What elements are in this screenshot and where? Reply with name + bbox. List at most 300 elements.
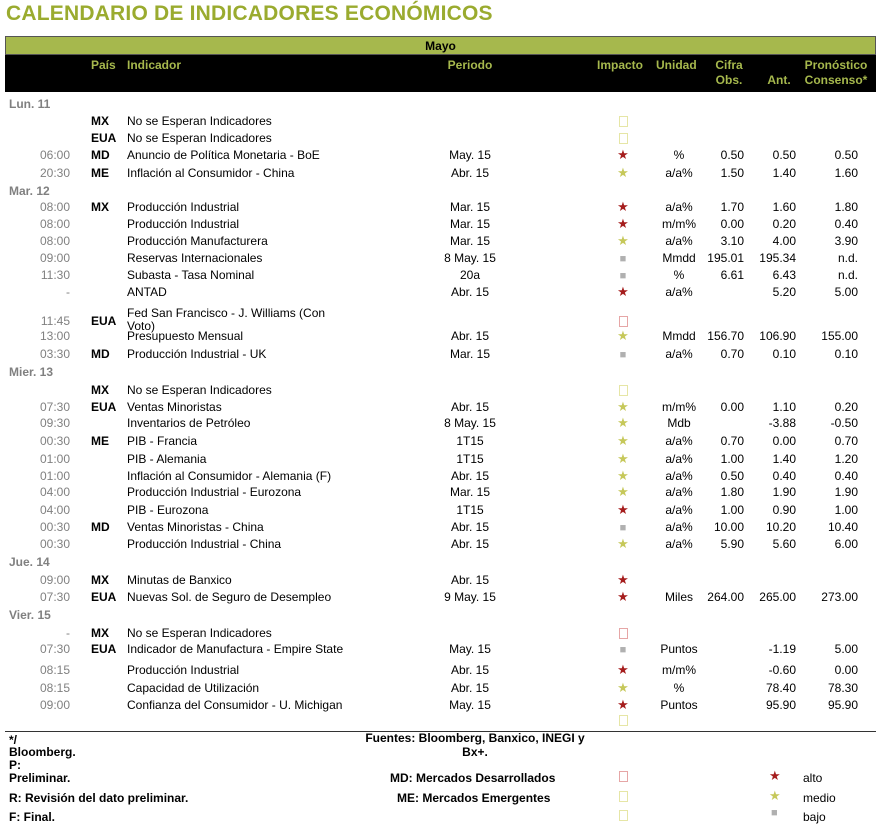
legend-bajo: bajo — [803, 810, 826, 824]
observed-cell: 264.00 — [707, 590, 744, 604]
indicator-cell — [127, 641, 343, 657]
country-cell: EUA — [91, 590, 117, 604]
indicator-name: Producción Industrial — [127, 217, 240, 231]
previous-cell: 106.90 — [759, 329, 796, 343]
unit-cell: Miles — [664, 590, 693, 604]
forecast-cell: -0.50 — [830, 416, 858, 430]
time-cell: 04:00 — [39, 503, 70, 517]
observed-cell: 1.80 — [720, 485, 744, 499]
table-row — [0, 147, 879, 163]
previous-cell: 0.90 — [772, 503, 796, 517]
col-pais: País — [91, 58, 116, 72]
previous-cell: 0.20 — [772, 217, 796, 231]
col-impacto: Impacto — [597, 58, 644, 72]
table-row — [0, 697, 879, 713]
unit-cell: a/a% — [665, 452, 693, 466]
forecast-cell: 3.90 — [834, 234, 858, 248]
table-row — [0, 589, 879, 605]
time-cell: 09:00 — [39, 573, 70, 587]
indicator-name: Inflación al Consumidor - Alemania (F) — [127, 469, 332, 483]
indicator-name: No se Esperan Indicadores — [127, 383, 272, 397]
indicator-cell — [127, 328, 243, 344]
table-row — [0, 415, 879, 431]
page-title: CALENDARIO DE INDICADORES ECONÓMICOS — [6, 2, 493, 25]
star-red-icon: ★ — [617, 147, 629, 162]
observed-cell: 3.10 — [720, 234, 744, 248]
period-cell: Mar. 15 — [449, 347, 491, 361]
indicator-name: Minutas de Banxico — [127, 573, 232, 587]
observed-cell: 1.50 — [720, 166, 744, 180]
indicator-cell — [127, 625, 272, 641]
period-cell: Abr. 15 — [450, 681, 490, 695]
country-cell: EUA — [91, 314, 117, 328]
time-cell: 08:15 — [39, 681, 70, 695]
indicator-name: Anuncio de Política Monetaria - BoE — [127, 148, 320, 162]
impact-cell — [612, 147, 634, 163]
indicator-name: No se Esperan Indicadores — [127, 114, 272, 128]
empty-box-icon — [619, 771, 628, 782]
indicator-name: Producción Industrial - China — [127, 537, 282, 551]
footer-md-legend: MD: Mercados Desarrollados — [390, 771, 556, 785]
time-cell: 11:30 — [40, 268, 70, 282]
time-cell: 01:00 — [39, 452, 70, 466]
legend-alto: alto — [803, 771, 823, 785]
observed-cell: 1.70 — [720, 200, 744, 214]
table-row — [0, 382, 879, 398]
unit-cell: a/a% — [665, 347, 693, 361]
indicator-name: Producción Industrial - UK — [127, 347, 267, 361]
impact-cell — [612, 216, 634, 232]
day-header — [0, 607, 879, 623]
footer-p-text: Preliminar. — [9, 771, 71, 785]
indicator-cell — [127, 680, 259, 696]
footer-me-legend: ME: Mercados Emergentes — [397, 791, 551, 805]
impact-cell — [612, 382, 634, 400]
forecast-cell: n.d. — [837, 251, 858, 265]
indicator-cell — [127, 250, 262, 266]
time-cell: 07:30 — [39, 400, 70, 414]
indicator-name: Ventas Minoristas — [127, 400, 222, 414]
period-cell: Abr. 15 — [450, 285, 490, 299]
country-cell: EUA — [91, 642, 117, 656]
period-cell: May. 15 — [449, 642, 491, 656]
footer-p-label: P: — [9, 758, 21, 772]
indicator-cell — [127, 165, 294, 181]
indicator-name: Ventas Minoristas - China — [127, 520, 264, 534]
time-cell: 11:45 — [40, 314, 70, 328]
country-cell: MX — [91, 114, 109, 128]
forecast-cell: 0.20 — [834, 400, 858, 414]
table-row — [0, 216, 879, 232]
time-cell: 20:30 — [39, 166, 70, 180]
indicator-cell — [127, 519, 264, 535]
unit-cell: a/a% — [665, 503, 693, 517]
table-row — [0, 451, 879, 467]
period-cell: Abr. 15 — [450, 663, 490, 677]
square-gray-icon: ■ — [619, 522, 627, 534]
observed-cell: 0.70 — [720, 347, 744, 361]
indicator-cell — [127, 536, 281, 552]
time-cell: - — [66, 285, 70, 299]
period-cell: 8 May. 15 — [444, 416, 496, 430]
star-yellow-icon: ★ — [617, 399, 629, 414]
unit-cell: a/a% — [665, 285, 693, 299]
indicator-name: Capacidad de Utilización — [127, 681, 260, 695]
table-row — [0, 502, 879, 518]
footer-fuentes-1: Fuentes: Bloomberg, Banxico, INEGI y — [365, 731, 585, 745]
day-label: Lun. 11 — [9, 97, 51, 111]
period-cell: Mar. 15 — [449, 485, 491, 499]
star-yellow-icon: ★ — [769, 788, 781, 803]
impact-cell — [612, 589, 634, 605]
day-label: Jue. 14 — [9, 555, 50, 569]
period-cell: 9 May. 15 — [444, 590, 496, 604]
period-cell: 1T15 — [456, 452, 484, 466]
empty-box-icon — [619, 316, 628, 327]
star-yellow-icon: ★ — [617, 233, 629, 248]
indicator-cell — [127, 484, 301, 500]
indicator-name: No se Esperan Indicadores — [127, 131, 272, 145]
star-yellow-icon: ★ — [617, 415, 629, 430]
empty-box-icon — [619, 791, 628, 802]
observed-cell: 0.50 — [720, 148, 744, 162]
observed-cell: 1.00 — [720, 503, 744, 517]
day-header — [0, 364, 879, 380]
indicator-name: Producción Industrial — [127, 200, 240, 214]
period-cell: Mar. 15 — [449, 234, 491, 248]
period-cell: Abr. 15 — [450, 469, 490, 483]
col-obs-label: Obs. — [715, 73, 743, 87]
table-row — [0, 233, 879, 249]
time-cell: 08:00 — [39, 234, 70, 248]
period-cell: May. 15 — [449, 698, 491, 712]
unit-cell: a/a% — [665, 469, 693, 483]
period-cell: 1T15 — [456, 434, 484, 448]
star-yellow-icon: ★ — [617, 468, 629, 483]
period-cell: Abr. 15 — [450, 166, 490, 180]
col-consenso-label: Consenso* — [804, 73, 868, 87]
impact-cell — [612, 233, 634, 249]
previous-cell: 0.10 — [772, 347, 796, 361]
forecast-cell: 6.00 — [834, 537, 858, 551]
unit-cell: a/a% — [665, 485, 693, 499]
observed-cell: 156.70 — [707, 329, 744, 343]
impact-cell — [612, 130, 634, 148]
previous-cell: 265.00 — [759, 590, 796, 604]
table-row — [0, 250, 879, 266]
table-row — [0, 433, 879, 449]
unit-cell: m/m% — [662, 217, 696, 231]
col-indicador: Indicador — [127, 58, 182, 72]
impact-cell — [612, 328, 634, 344]
star-yellow-icon: ★ — [617, 433, 629, 448]
impact-cell — [612, 697, 634, 713]
time-cell: 09:00 — [39, 698, 70, 712]
observed-cell: 0.50 — [720, 469, 744, 483]
unit-cell: Mmdd — [662, 329, 696, 343]
table-row — [0, 306, 879, 333]
time-cell: 04:00 — [39, 485, 70, 499]
period-cell: May. 15 — [449, 148, 491, 162]
impact-cell — [612, 113, 634, 131]
time-cell: 00:30 — [39, 537, 70, 551]
col-unidad: Unidad — [656, 58, 697, 72]
unit-cell: Mmdd — [662, 251, 696, 265]
unit-cell: % — [673, 148, 685, 162]
star-red-icon: ★ — [617, 662, 629, 677]
forecast-cell: 5.00 — [834, 642, 858, 656]
day-label: Mier. 13 — [9, 365, 54, 379]
legend-medio: medio — [803, 791, 836, 805]
unit-cell: a/a% — [665, 434, 693, 448]
country-cell: MX — [91, 200, 109, 214]
observed-cell: 0.00 — [720, 217, 744, 231]
indicator-cell — [127, 468, 331, 484]
square-gray-icon: ■ — [619, 253, 627, 265]
col-ant: Ant. — [767, 73, 791, 87]
observed-cell: 5.90 — [720, 537, 744, 551]
square-gray-icon: ■ — [619, 349, 627, 361]
star-red-icon: ★ — [617, 572, 629, 587]
indicator-cell — [127, 130, 272, 146]
star-red-icon: ★ — [617, 284, 629, 299]
forecast-cell: 0.40 — [834, 217, 858, 231]
impact-cell — [612, 502, 634, 518]
time-cell: 00:30 — [39, 520, 70, 534]
square-gray-icon: ■ — [771, 807, 778, 819]
previous-cell: 1.10 — [772, 400, 796, 414]
previous-cell: 5.60 — [772, 537, 796, 551]
indicator-name: ANTAD — [127, 285, 167, 299]
unit-cell: Puntos — [660, 642, 698, 656]
impact-cell — [612, 451, 634, 467]
previous-cell: -1.19 — [768, 642, 796, 656]
previous-cell: 1.40 — [772, 166, 796, 180]
time-cell: 01:00 — [39, 469, 70, 483]
table-row — [0, 519, 879, 535]
country-cell: MD — [91, 520, 110, 534]
time-cell: 06:00 — [39, 148, 70, 162]
impact-cell — [612, 399, 634, 415]
period-cell: 1T15 — [456, 503, 484, 517]
indicator-name: Inventarios de Petróleo — [127, 416, 251, 430]
indicator-name: Producción Manufacturera — [127, 234, 268, 248]
indicator-cell — [127, 199, 239, 215]
forecast-cell: 0.10 — [834, 347, 858, 361]
impact-cell — [612, 267, 634, 284]
indicator-cell — [127, 433, 197, 449]
indicator-name: Producción Industrial — [127, 663, 240, 677]
previous-cell: 95.90 — [765, 698, 796, 712]
footer-note-bloomberg: Bloomberg. — [9, 745, 76, 759]
indicator-name: PIB - Eurozona — [127, 503, 209, 517]
previous-cell: 4.00 — [772, 234, 796, 248]
indicator-cell — [127, 346, 266, 362]
forecast-cell: 5.00 — [834, 285, 858, 299]
impact-cell — [612, 415, 634, 431]
previous-cell: 0.40 — [772, 469, 796, 483]
day-label: Mar. 12 — [9, 184, 50, 198]
time-cell: 13:00 — [39, 329, 70, 343]
observed-cell: 1.00 — [720, 452, 744, 466]
star-red-icon: ★ — [617, 697, 629, 712]
country-cell: ME — [91, 166, 109, 180]
footer-fuentes-2: Bx+. — [462, 745, 488, 759]
impact-cell — [612, 572, 634, 588]
previous-cell: 1.60 — [772, 200, 796, 214]
forecast-cell: 155.00 — [821, 329, 858, 343]
impact-cell — [612, 680, 634, 696]
indicator-name: Indicador de Manufactura - Empire State — [127, 642, 344, 656]
forecast-cell: 0.40 — [834, 469, 858, 483]
unit-cell: m/m% — [662, 663, 696, 677]
indicator-name: Producción Industrial - Eurozona — [127, 485, 302, 499]
table-row — [0, 130, 879, 146]
indicator-name: Subasta - Tasa Nominal — [127, 268, 255, 282]
country-cell: MD — [91, 347, 110, 361]
forecast-cell: 0.70 — [834, 434, 858, 448]
period-cell: 8 May. 15 — [444, 251, 496, 265]
impact-cell — [612, 433, 634, 449]
indicator-cell — [127, 233, 268, 249]
indicator-cell — [127, 572, 232, 588]
table-row — [0, 267, 879, 283]
forecast-cell: 1.90 — [834, 485, 858, 499]
previous-cell: 1.90 — [772, 485, 796, 499]
unit-cell: Puntos — [660, 698, 698, 712]
previous-cell: 10.20 — [765, 520, 796, 534]
time-cell: 09:00 — [39, 251, 70, 265]
impact-cell — [612, 199, 634, 215]
previous-cell: 195.34 — [759, 251, 796, 265]
unit-cell: % — [673, 681, 685, 695]
table-row — [0, 641, 879, 657]
time-cell: 08:00 — [39, 217, 70, 231]
impact-cell — [612, 536, 634, 552]
table-row — [0, 346, 879, 362]
star-red-icon: ★ — [617, 502, 629, 517]
star-yellow-icon: ★ — [617, 680, 629, 695]
previous-cell: -0.60 — [768, 663, 796, 677]
country-cell: MX — [91, 383, 109, 397]
country-cell: MX — [91, 626, 109, 640]
time-cell: 00:30 — [39, 434, 70, 448]
indicator-cell — [127, 113, 272, 129]
table-row — [0, 484, 879, 500]
unit-cell: a/a% — [665, 166, 693, 180]
forecast-cell: 10.40 — [827, 520, 858, 534]
unit-cell: a/a% — [665, 234, 693, 248]
indicator-name: Fed San Francisco - J. Williams (Con — [127, 306, 326, 320]
indicator-cell — [127, 399, 222, 415]
indicator-name: Nuevas Sol. de Seguro de Desempleo — [127, 590, 332, 604]
star-red-icon: ★ — [617, 199, 629, 214]
table-row — [0, 284, 879, 300]
indicator-cell — [127, 415, 250, 431]
time-cell: 08:15 — [39, 663, 70, 677]
time-cell: 07:30 — [39, 642, 70, 656]
indicator-name-cont: Voto) — [127, 319, 156, 333]
country-cell: EUA — [91, 131, 117, 145]
indicator-cell — [127, 502, 208, 518]
observed-cell: 0.00 — [720, 400, 744, 414]
observed-cell: 195.01 — [707, 251, 744, 265]
indicator-name: Presupuesto Mensual — [127, 329, 244, 343]
period-cell: Abr. 15 — [450, 537, 490, 551]
star-red-icon: ★ — [769, 768, 781, 783]
forecast-cell: 1.60 — [834, 166, 858, 180]
table-row — [0, 468, 879, 484]
period-cell: Mar. 15 — [449, 217, 491, 231]
unit-cell: m/m% — [662, 400, 696, 414]
indicator-name: Reservas Internacionales — [127, 251, 263, 265]
table-row — [0, 536, 879, 552]
time-cell: 09:30 — [39, 416, 70, 430]
period-cell: 20a — [459, 268, 481, 282]
period-cell: Abr. 15 — [450, 329, 490, 343]
table-row — [0, 328, 879, 344]
indicator-cell — [127, 147, 320, 163]
period-cell: Abr. 15 — [450, 520, 490, 534]
empty-box-icon — [619, 715, 628, 726]
star-red-icon: ★ — [617, 589, 629, 604]
empty-box-icon — [619, 628, 628, 639]
day-header — [0, 554, 879, 570]
star-red-icon: ★ — [617, 216, 629, 231]
forecast-cell: 273.00 — [821, 590, 858, 604]
col-cifra — [707, 58, 751, 88]
indicator-cell — [127, 216, 239, 232]
impact-cell — [612, 284, 634, 300]
col-periodo: Periodo — [447, 58, 493, 72]
indicator-cell — [127, 589, 331, 605]
forecast-cell: 0.50 — [834, 148, 858, 162]
impact-cell — [612, 165, 634, 181]
table-row — [0, 662, 879, 678]
indicator-name: PIB - Francia — [127, 434, 198, 448]
unit-cell: Mdb — [667, 416, 691, 430]
previous-cell: 0.00 — [772, 434, 796, 448]
star-yellow-icon: ★ — [617, 451, 629, 466]
impact-cell — [612, 250, 634, 267]
star-yellow-icon: ★ — [617, 536, 629, 551]
unit-cell: a/a% — [665, 200, 693, 214]
observed-cell: 6.61 — [720, 268, 744, 282]
star-yellow-icon: ★ — [617, 328, 629, 343]
footer-f-text: F: Final. — [9, 810, 55, 824]
impact-cell — [612, 484, 634, 500]
table-row — [0, 572, 879, 588]
indicator-cell — [127, 267, 254, 283]
month-band: Mayo — [5, 36, 876, 55]
unit-cell: a/a% — [665, 537, 693, 551]
empty-box-icon — [619, 133, 628, 144]
unit-cell: a/a% — [665, 520, 693, 534]
unit-cell: % — [673, 268, 685, 282]
day-header — [0, 183, 879, 199]
empty-box-icon — [619, 385, 628, 396]
col-cifra-label: Cifra — [715, 58, 743, 72]
forecast-cell: 78.30 — [827, 681, 858, 695]
footer-r-text: R: Revisión del dato preliminar. — [9, 791, 189, 805]
previous-cell: 5.20 — [772, 285, 796, 299]
previous-cell: -3.88 — [768, 416, 796, 430]
forecast-cell: n.d. — [837, 268, 858, 282]
period-cell: Abr. 15 — [450, 573, 490, 587]
forecast-cell: 95.90 — [827, 698, 858, 712]
previous-cell: 1.40 — [772, 452, 796, 466]
col-pronostico-label: Pronóstico — [804, 58, 868, 72]
